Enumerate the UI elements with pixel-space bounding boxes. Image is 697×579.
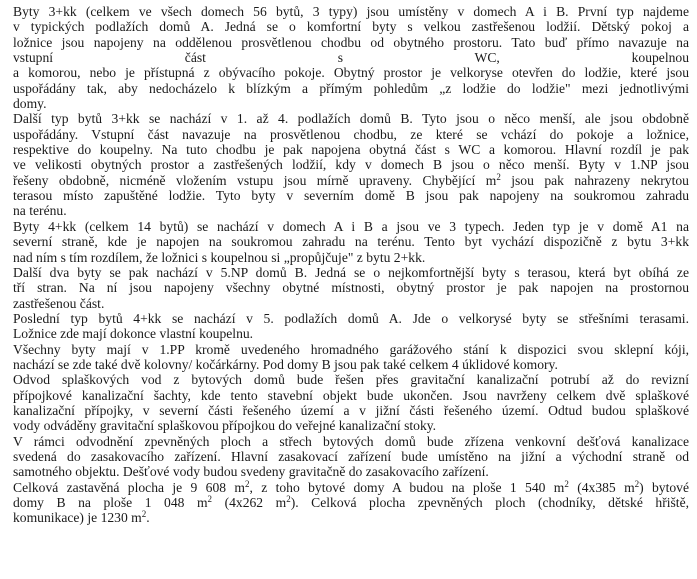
- text-line: svedená do zasakovacího zařízení. Hlavní zasakovací zařízení bude umístěno na jižní a východní straně od: [13, 448, 689, 464]
- paragraph: [13, 480, 689, 526]
- text-line: Poslední typ bytů 4+kk se nachází v 5. podlažích domů A. Jde o velkorysé byty se střešními terasami.: [13, 310, 689, 326]
- paragraph: [13, 434, 689, 480]
- text-line: uspořádány tak, aby nedocházelo k blízkým a přímým pohledům „z lodžie do lodžie" mezi jednotlivými: [13, 80, 689, 96]
- text-line: samotného objektu. Dešťové vody budou svedeny gravitačně do zasakovacího zařízení.: [13, 464, 489, 480]
- text-line: vody odváděny gravitační splaškovou přípojkou do veřejné kanalizační stoky.: [13, 418, 437, 434]
- text-line: kanalizační přípojky, v severní části řešeného území a v jižní části řešeného území. Odtud budou splaškové: [13, 402, 689, 418]
- text-line: Ložnice zde mají dokonce vlastní koupelnu.: [13, 326, 254, 342]
- text-line: ve velikosti obytných prostor a zastřešených lodžií, kdy v domech B jsou o něco menší. Byty v 1.NP jsou: [13, 157, 689, 173]
- text-line: Odvod splaškových vod z bytových domů bude řešen přes gravitační kanalizační potrubí až do revizní: [13, 372, 689, 388]
- paragraph: [13, 311, 689, 342]
- text-line: tří stran. Na ní jsou napojeny všechny obytné místnosti, obytný prostor je pak napojen na prostornou: [13, 280, 689, 296]
- text-line: Další dva byty se pak nachází v 5.NP domů B. Jedná se o nejkomfortnější byty s terasou, která byt obíhá ze: [13, 264, 689, 280]
- paragraph: [13, 4, 689, 111]
- text-line: ložnice jsou napojeny na oddělenou prosvětlenou chodbu od obytného prostoru. Tato buď přímo navazuje na: [13, 34, 689, 50]
- paragraph: [13, 265, 689, 311]
- text-line: na terénu.: [13, 203, 67, 219]
- text-line: řešeny obdobně, nicméně vložením vstupu jsou mírně upraveny. Chybějící $m^2$ jsou pak nahrazeny nekrytou: [13, 172, 689, 188]
- text-line: přípojkové kanalizační šachty, kde tento stavební objekt bude ukončen. Jsou navrženy celkem dvě splaškové: [13, 387, 689, 403]
- text-line: Celková zastavěná plocha je 9 608 $m^2$, z toho bytové domy A budou na ploše 1 540 $m^2$ (4x385 $m^2$) bytové: [13, 479, 689, 495]
- paragraph: [13, 219, 689, 265]
- text-line: v typických podlažích domů A. Jedná se o komfortní byty s velkou zastřešenou lodžií. Dětský pokoj a: [13, 19, 689, 35]
- text-line: komunikace) je 1230 $m^2$.: [13, 509, 150, 526]
- text-line: Další typ bytů 3+kk se nachází v 1. až 4. podlažích domů B. Tyto jsou o něco menší, ale jsou obdobně: [13, 111, 689, 127]
- text-line: nachází se zde také dvě kolovny/ kočárkárny. Pod domy B jsou pak také celkem 4 úklidové komory.: [13, 356, 558, 372]
- text-line: V rámci odvodnění zpevněných ploch a střech bytových domů bude zřízena venkovní dešťová kanalizace: [13, 433, 689, 449]
- text-line: zastřešenou část.: [13, 295, 105, 311]
- paragraph: [13, 342, 689, 373]
- text-line: domy B na ploše 1 048 $m^2$ (4x262 $m^2$). Celková plocha zpevněných ploch (chodníky, dětské hřiště,: [13, 495, 689, 510]
- text-line: vstupní část s WC, koupelnou: [13, 50, 689, 66]
- text-line: nad ním s tím rozdílem, že ložnici s koupelnou si „propůjčuje" z bytu 2+kk.: [13, 249, 426, 265]
- text-line: domy.: [13, 96, 47, 112]
- text-line: Byty 4+kk (celkem 14 bytů) se nachází v domech A i B a jsou ve 3 typech. Jeden typ je v domě A1 na: [13, 218, 689, 234]
- text-line: a komorou, nebo je přístupná z obývacího pokoje. Obytný prostor je velkoryse otevřen do lodžie, které jsou: [13, 65, 689, 81]
- text-line: respektive do koupelny. Na tuto chodbu je pak napojena obytná část s WC a komorou. Hlavní rozdíl je pak: [13, 142, 689, 158]
- text-line: uspořádány. Vstupní část navazuje na prosvětlenou chodbu, ze které se vchází do pokoje a ložnice,: [13, 126, 689, 142]
- text-line: terasou místo zapuštěné lodžie. Tyto byty v severním domě B jsou pak napojeny na soukromou zahradu: [13, 188, 689, 204]
- text-line: Všechny byty mají v 1.PP kromě uvedeného hromadného garážového stání k dispozici svou sklepní kóji,: [13, 341, 689, 357]
- paragraph: [13, 111, 689, 218]
- text-line: Byty 3+kk (celkem ve všech domech 56 bytů, 3 typy) jsou umístěny v domech A i B. První typ najdeme: [13, 4, 689, 19]
- text-line: severní straně, kde je napojen na soukromou zahradu na terénu. Tento byt vychází dispozičně z bytu 3+kk: [13, 234, 689, 250]
- paragraph: [13, 372, 689, 433]
